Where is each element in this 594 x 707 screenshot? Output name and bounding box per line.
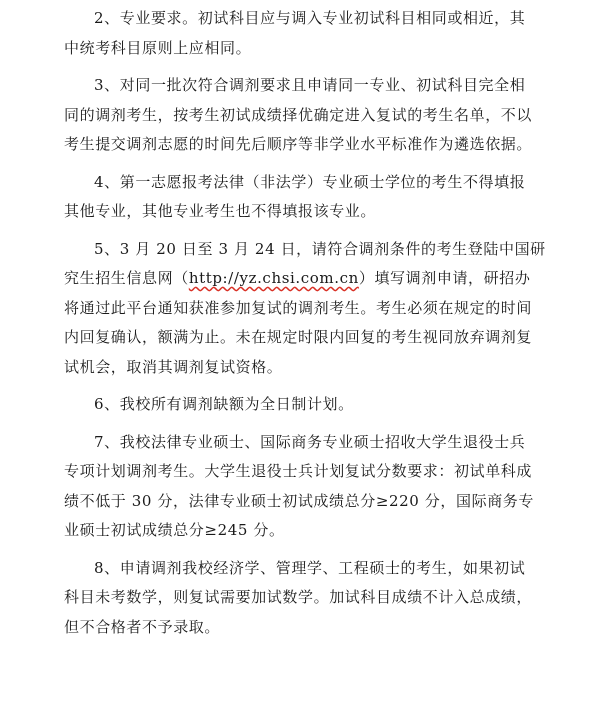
text-line: 中统考科目原则上应相同。 [64, 38, 252, 57]
text-line: 试机会，取消其调剂复试资格。 [64, 357, 283, 376]
text-line: 4、第一志愿报考法律（非法学）专业硕士学位的考生不得填报 [94, 172, 526, 191]
text-line: 内回复确认，额满为止。未在规定时限内回复的考生视同放弃调剂复 [64, 328, 533, 346]
text-line: 其他专业，其他专业考生也不得填报该专业。 [64, 202, 377, 220]
paragraph-4-law-major-restriction [64, 168, 550, 227]
paragraph-7-veteran-program [64, 428, 550, 546]
text-line: 绩不低于 30 分，法律专业硕士初试成绩总分≥220 分，国际商务专 [64, 491, 534, 510]
text-line: 科目未考数学，则复试需要加试数学。加试科目成绩不计入总成绩， [64, 588, 533, 606]
text-line: 专项计划调剂考生。大学生退役士兵计划复试分数要求：初试单科成 [64, 462, 533, 480]
text-line: 考生提交调剂志愿的时间先后顺序等非学业水平标准作为遴选依据。 [64, 135, 533, 153]
text-line: 但不合格者不予录取。 [64, 617, 221, 636]
text-line: 2、专业要求。初试科目应与调入专业初试科目相同或相近，其 [94, 9, 526, 27]
text-line: 业硕士初试成绩总分≥245 分。 [64, 521, 285, 539]
paragraph-2-major-requirement [64, 4, 550, 63]
text-line: 5、3 月 20 日至 3 月 24 日，请符合调剂条件的考生登陆中国研 [94, 239, 546, 258]
text-line: 6、我校所有调剂缺额为全日制计划。 [94, 395, 354, 413]
paragraph-3-same-batch-selection [64, 71, 550, 160]
text-segment: ）填写调剂申请，研招办 [358, 269, 531, 287]
text-line: 3、对同一批次符合调剂要求且申请同一专业、初试科目完全相 [94, 76, 526, 94]
paragraph-6-full-time-plan [64, 390, 550, 420]
text-line-with-link [64, 264, 550, 294]
text-segment: 究生招生信息网（ [64, 269, 189, 287]
chsi-website-link[interactable]: http://yz.chsi.com.cn [188, 269, 359, 287]
paragraph-8-math-exam-requirement [64, 554, 550, 643]
text-line: 同的调剂考生，按考生初试成绩择优确定进入复试的考生名单，不以 [64, 105, 533, 124]
paragraph-5-application-period [64, 235, 550, 383]
text-line: 将通过此平台通知获准参加复试的调剂考生。考生必须在规定的时间 [64, 298, 533, 317]
text-line: 8、申请调剂我校经济学、管理学、工程硕士的考生，如果初试 [94, 558, 526, 577]
text-line: 7、我校法律专业硕士、国际商务专业硕士招收大学生退役士兵 [94, 432, 526, 451]
